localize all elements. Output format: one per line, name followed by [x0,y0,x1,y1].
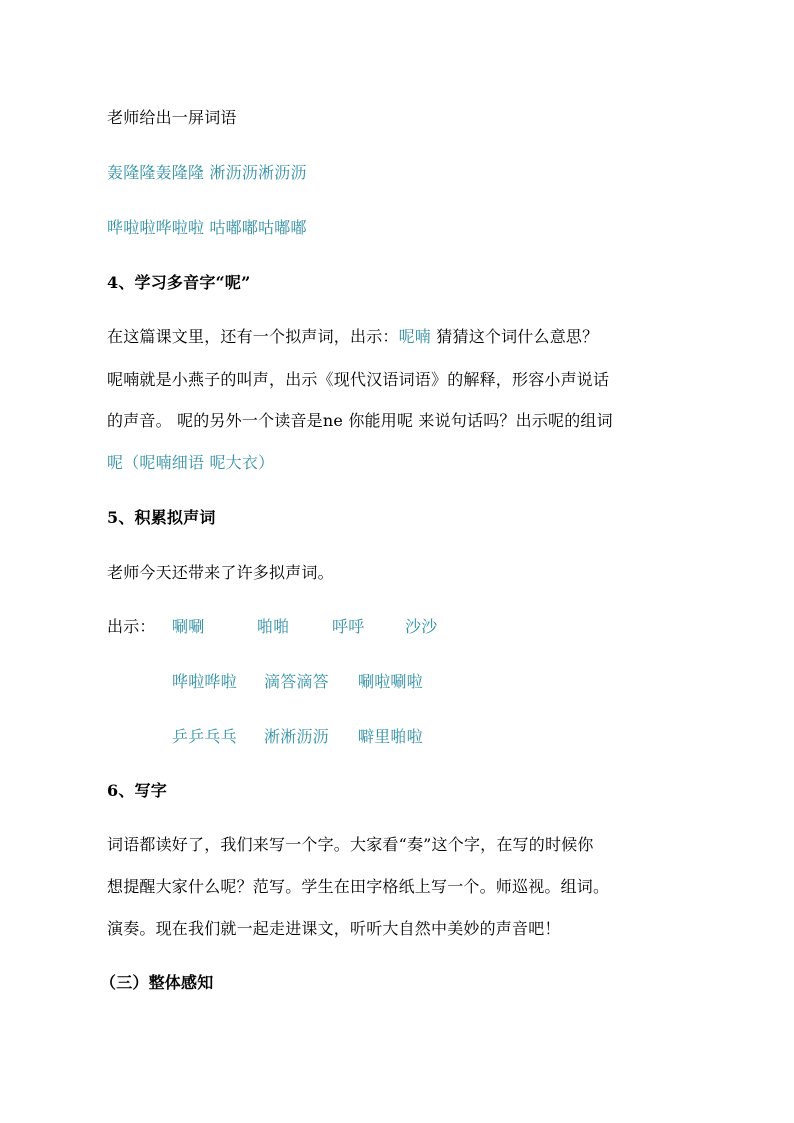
word-item: 滴答滴答 [264,672,329,691]
word-item: 沙沙 [405,617,438,636]
section-heading-4: 4、学习多音字“呢” [107,273,251,292]
onomatopoeia-row-1 [107,617,438,637]
word-item: 哗啦哗啦 [172,672,237,691]
paragraph-intro: 老师给出一屏词语 [107,108,237,127]
word-item: 唰唰 [172,617,205,636]
word-item: 呼呼 [332,617,365,636]
paragraph-line [107,327,598,347]
word-list-1: 轰隆隆轰隆隆 淅沥沥淅沥沥 [107,163,307,182]
word-item: 乒乒乓乓 [172,727,237,746]
text-segment: 猜猜这个词什么意思？ [431,327,599,346]
paragraph-line: 词语都读好了，我们来写一个字。大家看“奏”这个字，在写的时候你 [107,835,594,854]
word-list-2: 哗啦啦哗啦啦 咕嘟嘟咕嘟嘟 [107,218,307,237]
section-heading-5: 5、积累拟声词 [107,508,216,527]
word-item: 噼里啪啦 [358,727,423,746]
section-heading-overview: （三）整体感知 [100,973,214,992]
onomatopoeia-row-2 [172,672,423,692]
text-segment: 在这篇课文里，还有一个拟声词，出示： [107,327,399,346]
section-heading-6: 6、写字 [107,781,167,800]
word-item: 淅淅沥沥 [264,727,329,746]
paragraph-line: 想提醒大家什么呢？范写。学生在田字格纸上写一个。师巡视。组词。 [107,877,610,896]
paragraph-line: 老师今天还带来了许多拟声词。 [107,563,334,582]
word-examples: 呢（呢喃细语 呢大衣） [107,453,275,472]
word-item: 唰啦唰啦 [358,672,423,691]
onomatopoeia-row-3 [172,727,423,747]
paragraph-line: 演奏。现在我们就一起走进课文，听听大自然中美妙的声音吧！ [107,919,561,938]
paragraph-line: 的声音。 呢的另外一个读音是ne 你能用呢 来说句话吗？出示呢的组词 [107,411,613,430]
paragraph-line: 呢喃就是小燕子的叫声，出示《现代汉语词语》的解释，形容小声说话 [107,370,610,389]
word-item: 啪啪 [257,617,290,636]
highlight-word: 呢喃 [398,327,432,346]
show-label: 出示： [107,617,156,636]
